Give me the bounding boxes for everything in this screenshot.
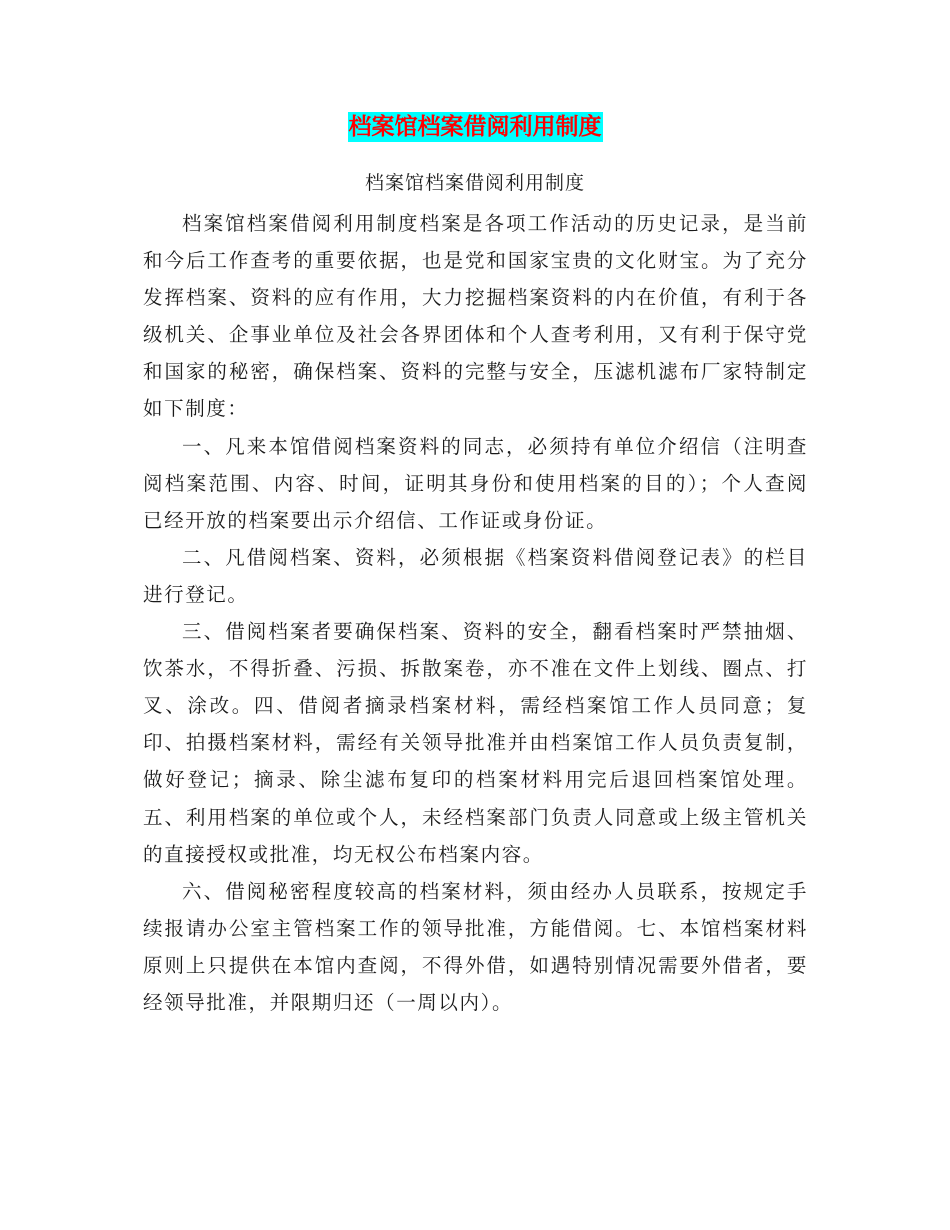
document-subtitle: 档案馆档案借阅利用制度	[364, 172, 585, 194]
paragraph-rule-3-5: 三、借阅档案者要确保档案、资料的安全，翻看档案时严禁抽烟、饮茶水，不得折叠、污损、拆散案卷，亦不准在文件上划线、圈点、打叉、涂改。四、借阅者摘录档案材料，需经档案馆工作人员同意；复印、拍摄档案材料，需经有关领导批准并由档案馆工作人员负责复制，做好登记；摘录、除尘滤布复印的档案材料用完后退回档案馆处理。五、利用档案的单位或个人，未经档案部门负责人同意或上级主管机关的直接授权或批准，均无权公布档案内容。	[143, 620, 808, 866]
paragraph-rule-2: 二、凡借阅档案、资料，必须根据《档案资料借阅登记表》的栏目进行登记。	[143, 545, 808, 606]
document-body	[143, 205, 808, 1021]
document-title: 档案馆档案借阅利用制度	[348, 114, 602, 140]
title-wrapper	[0, 112, 950, 142]
paragraph-rule-6-7: 六、借阅秘密程度较高的档案材料，须由经办人员联系，按规定手续报请办公室主管档案工作的领导批准，方能借阅。七、本馆档案材料原则上只提供在本馆内查阅，不得外借，如遇特别情况需要外借者，要经领导批准，并限期归还（一周以内）。	[143, 879, 808, 1014]
paragraph-intro: 档案馆档案借阅利用制度档案是各项工作活动的历史记录，是当前和今后工作查考的重要依据，也是党和国家宝贵的文化财宝。为了充分发挥档案、资料的应有作用，大力挖掘档案资料的内在价值，有利于各级机关、企事业单位及社会各界团体和个人查考利用，又有利于保守党和国家的秘密，确保档案、资料的完整与安全，压滤机滤布厂家特制定如下制度：	[143, 212, 808, 421]
paragraph-rule-1: 一、凡来本馆借阅档案资料的同志，必须持有单位介绍信（注明查阅档案范围、内容、时间，证明其身份和使用档案的目的）；个人查阅已经开放的档案要出示介绍信、工作证或身份证。	[143, 434, 808, 532]
